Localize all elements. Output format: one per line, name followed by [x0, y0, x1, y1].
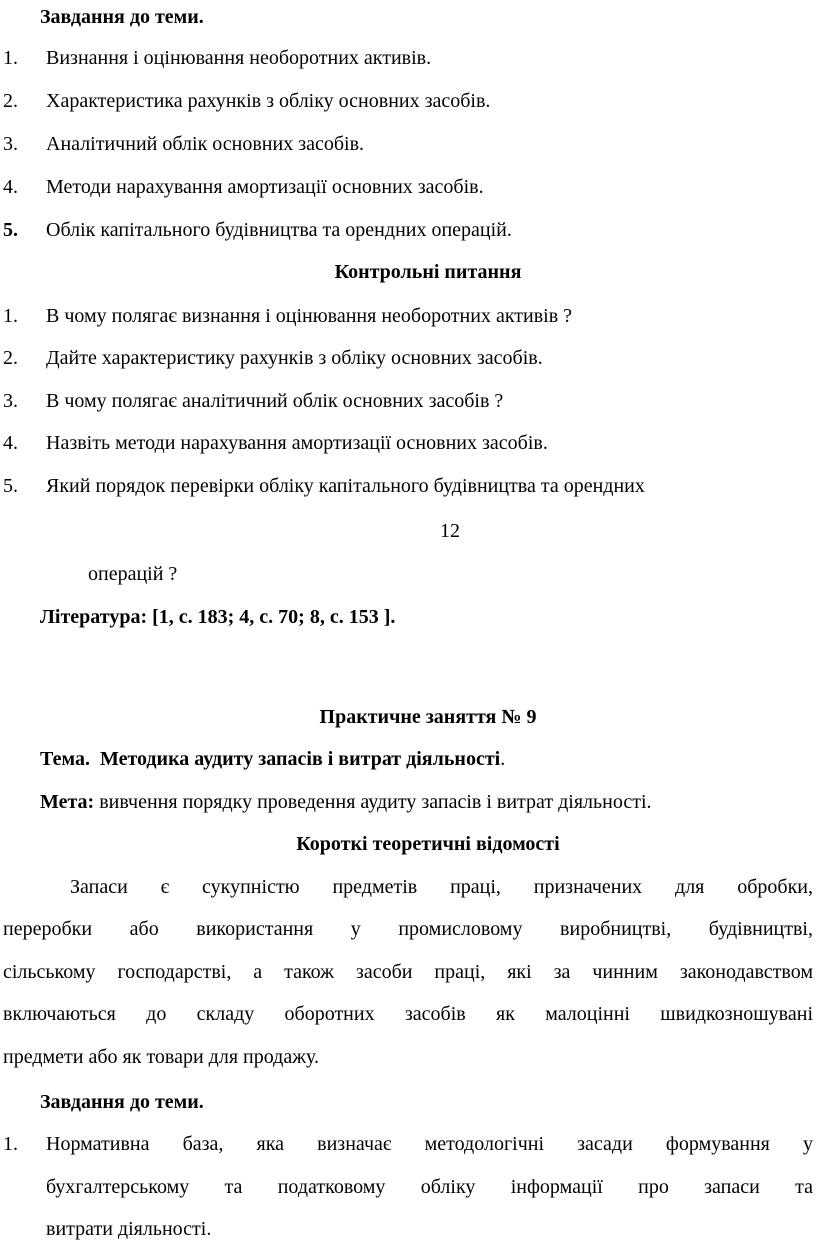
list-item-text-line: бухгалтерському та податковому обліку інформації про запаси та [46, 1176, 813, 1198]
literature-reference: Література: [1, с. 183; 4, с. 70; 8, с. 153 ]. [40, 606, 396, 628]
list-item-number: 4. [3, 176, 18, 198]
list-item-number: 1. [3, 1133, 18, 1155]
list-item-text: Який порядок перевірки обліку капітального будівництва та орендних [46, 475, 645, 497]
list-item-text: Аналітичний облік основних засобів. [46, 133, 365, 155]
paragraph-line: переробки або використання у промисловому виробництві, будівництві, [3, 918, 813, 940]
list-item-text: Методи нарахування амортизації основних засобів. [46, 176, 484, 198]
list-item-number: 1. [3, 305, 18, 327]
theory-heading: Короткі теоретичні відомості [296, 833, 560, 855]
list-item-number: 5. [3, 219, 18, 241]
paragraph-line: Запаси є сукупністю предметів праці, призначених для обробки, [70, 876, 813, 898]
goal-line [40, 789, 652, 815]
list-item-number: 5. [3, 475, 18, 497]
questions-heading: Контрольні питання [334, 261, 522, 283]
list-item-text: Назвіть методи нарахування амортизації основних засобів. [46, 432, 548, 454]
list-item-text-line: витрати діяльності. [46, 1218, 212, 1240]
list-item-text: Визнання і оцінювання необоротних активів. [46, 47, 432, 69]
goal-text: вивчення порядку проведення аудиту запасів і витрат діяльності. [99, 791, 652, 813]
list-item-text: В чому полягає аналітичний облік основних засобів ? [46, 390, 504, 412]
goal-label: Мета: [40, 791, 95, 813]
list-item-number: 3. [3, 390, 18, 412]
list-item-number: 2. [3, 347, 18, 369]
list-item-text: Дайте характеристику рахунків з обліку основних засобів. [46, 347, 543, 369]
topic-label: Тема. [40, 748, 90, 770]
page-number: 12 [440, 520, 460, 542]
list-item-text: Характеристика рахунків з обліку основних засобів. [46, 90, 491, 112]
tasks-heading-2: Завдання до теми. [40, 1091, 204, 1113]
list-item-text-line: Нормативна база, яка визначає методологічні засади формування у [46, 1133, 813, 1155]
lesson-title: Практичне заняття № 9 [319, 706, 537, 728]
list-item-text: Облік капітального будівництва та орендних операцій. [46, 219, 512, 241]
list-item-number: 4. [3, 432, 18, 454]
list-item-number: 1. [3, 47, 18, 69]
topic-text: Методика аудиту запасів і витрат діяльності [99, 748, 501, 770]
list-item-number: 2. [3, 90, 18, 112]
topic-period: . [500, 748, 506, 770]
question-continuation: операцій ? [88, 563, 178, 585]
paragraph-line: включаються до складу оборотних засобів як малоцінні швидкозношувані [3, 1003, 813, 1025]
tasks-heading: Завдання до теми. [40, 6, 204, 28]
list-item-number: 3. [3, 133, 18, 155]
list-item-text: В чому полягає визнання і оцінювання необоротних активів ? [46, 305, 573, 327]
paragraph-line: предмети або як товари для продажу. [3, 1046, 320, 1068]
paragraph-line: сільському господарстві, а також засоби праці, які за чинним законодавством [3, 961, 813, 983]
topic-line [40, 746, 505, 772]
